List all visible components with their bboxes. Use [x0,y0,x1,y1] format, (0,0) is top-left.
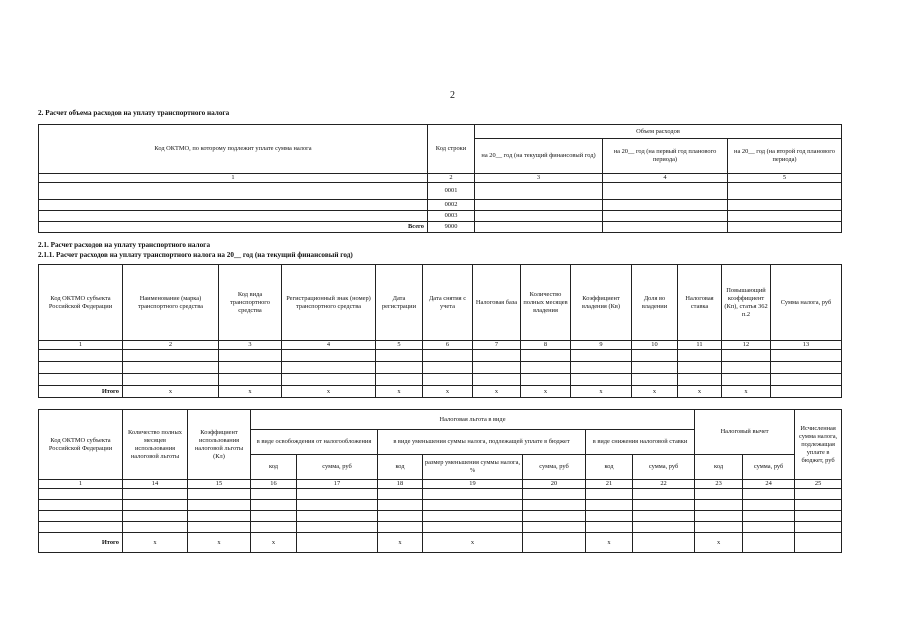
total-x: x [695,533,743,553]
total-x: x [678,386,722,398]
col-num: 17 [297,480,378,489]
table-row [39,211,842,222]
total-label: Итого [39,533,123,553]
total-label: Итого [39,386,123,398]
total-x: x [251,533,297,553]
col-num: 23 [695,480,743,489]
hdr-registration-date: Дата регистрации [376,265,423,341]
col-num: 8 [521,341,571,350]
col-num: 4 [603,174,728,183]
hdr-tax-sum: Сумма налога, руб [771,265,842,341]
total-x: x [378,533,423,553]
hdr-ownership-coef: Коэффициент владения (Кв) [571,265,632,341]
table-row [39,200,842,211]
hdr-deregistration-date: Дата снятия с учета [423,265,473,341]
hdr-oktmo: Код ОКТМО субъекта Российской Федерации [39,265,123,341]
hdr-ownership-months: Количество полных месяцев владения [521,265,571,341]
hdr-rate-reduction: в виде снижения налоговой ставки [586,430,695,455]
hdr-exemption: в виде освобождения от налогообложения [251,430,378,455]
total-row [39,222,842,233]
col-num: 3 [219,341,282,350]
hdr-tax-deduction: Налоговый вычет [695,410,795,455]
total-row [39,533,842,553]
total-x: x [188,533,251,553]
total-x: x [282,386,376,398]
col-num: 19 [423,480,523,489]
total-x: x [376,386,423,398]
total-code: 9000 [428,222,475,233]
table-row [39,362,842,374]
hdr-ownership-share: Доля во владении [632,265,678,341]
hdr-code: код [378,455,423,480]
col-num: 15 [188,480,251,489]
col-num: 4 [282,341,376,350]
col-num: 18 [378,480,423,489]
hdr-sum: сумма, руб [297,455,378,480]
hdr-benefit-months: Количество полных месяцев использования налоговой льготы [123,410,188,480]
total-x: x [632,386,678,398]
hdr-sum: сумма, руб [523,455,586,480]
hdr-calculated-tax: Исчисленная сумма налога, подлежащая уплате в бюджет, руб [795,410,842,480]
hdr-row-code: Код строки [428,125,475,174]
hdr-tax-benefit: Налоговая льгота в виде [251,410,695,430]
hdr-tax-rate: Налоговая ставка [678,265,722,341]
tax-calculation-table [38,264,842,398]
section-2-title: 2. Расчет объема расходов на уплату транспортного налога [38,109,230,117]
col-num: 1 [39,341,123,350]
table-row [39,500,842,511]
col-num: 3 [475,174,603,183]
hdr-oktmo: Код ОКТМО, по которому подлежит уплате сумма налога [39,125,428,174]
col-num: 25 [795,480,842,489]
hdr-tax-base: Налоговая база [473,265,521,341]
total-x: x [423,533,523,553]
col-num: 13 [771,341,842,350]
total-x: x [571,386,632,398]
col-num: 21 [586,480,633,489]
total-x: x [423,386,473,398]
row-code: 0003 [428,211,475,222]
hdr-code: код [695,455,743,480]
table-row [39,374,842,386]
col-num: 10 [632,341,678,350]
col-num: 12 [722,341,771,350]
hdr-tax-reduction: в виде уменьшения суммы налога, подлежащей уплате в бюджет [378,430,586,455]
column-numbers-row [39,174,842,183]
hdr-sum: сумма, руб [743,455,795,480]
col-num: 1 [39,174,428,183]
row-code: 0002 [428,200,475,211]
expense-volume-table [38,124,842,233]
total-x: x [473,386,521,398]
hdr-vehicle-type-code: Код вида транспортного средства [219,265,282,341]
total-x: x [521,386,571,398]
column-numbers-row [39,341,842,350]
col-num: 11 [678,341,722,350]
hdr-benefit-coef: Коэффициент использования налоговой льготы (Кл) [188,410,251,480]
tax-benefit-table [38,409,842,553]
table-row [39,183,842,200]
col-num: 5 [376,341,423,350]
page-number: 2 [450,90,455,101]
col-num: 9 [571,341,632,350]
hdr-increasing-coef: Повышающий коэффициент (Кп), статья 362 п.2 [722,265,771,341]
hdr-sum: сумма, руб [633,455,695,480]
hdr-vehicle-name: Наименование (марка) транспортного средства [123,265,219,341]
hdr-expense-volume: Объем расходов [475,125,842,139]
hdr-first-plan-year: на 20__ год (на первый год планового периода) [603,139,728,174]
total-label: Всего [39,222,428,233]
total-row [39,386,842,398]
section-2-1-1-title: 2.1.1. Расчет расходов на уплату транспортного налога на 20__ год (на текущий финансовый год) [38,251,353,259]
hdr-code: код [251,455,297,480]
hdr-current-year: на 20__ год (на текущий финансовый год) [475,139,603,174]
header-row [39,265,842,341]
col-num: 2 [123,341,219,350]
hdr-registration-plate: Регистрационный знак (номер) транспортного средства [282,265,376,341]
table-row [39,522,842,533]
col-num: 16 [251,480,297,489]
total-x: x [123,386,219,398]
hdr-oktmo: Код ОКТМО субъекта Российской Федерации [39,410,123,480]
total-x: x [586,533,633,553]
col-num: 1 [39,480,123,489]
col-num: 14 [123,480,188,489]
col-num: 6 [423,341,473,350]
hdr-second-plan-year: на 20__ год (на второй год планового периода) [728,139,842,174]
col-num: 20 [523,480,586,489]
col-num: 2 [428,174,475,183]
hdr-reduction-size: размер уменьшения суммы налога, % [423,455,523,480]
total-x: x [219,386,282,398]
col-num: 24 [743,480,795,489]
table-row [39,350,842,362]
col-num: 22 [633,480,695,489]
col-num: 7 [473,341,521,350]
total-x: x [123,533,188,553]
col-num: 5 [728,174,842,183]
table-row [39,489,842,500]
total-x: x [722,386,771,398]
table-row [39,511,842,522]
column-numbers-row [39,480,842,489]
row-code: 0001 [428,183,475,200]
section-2-1-title: 2.1. Расчет расходов на уплату транспортного налога [38,241,211,249]
hdr-code: код [586,455,633,480]
